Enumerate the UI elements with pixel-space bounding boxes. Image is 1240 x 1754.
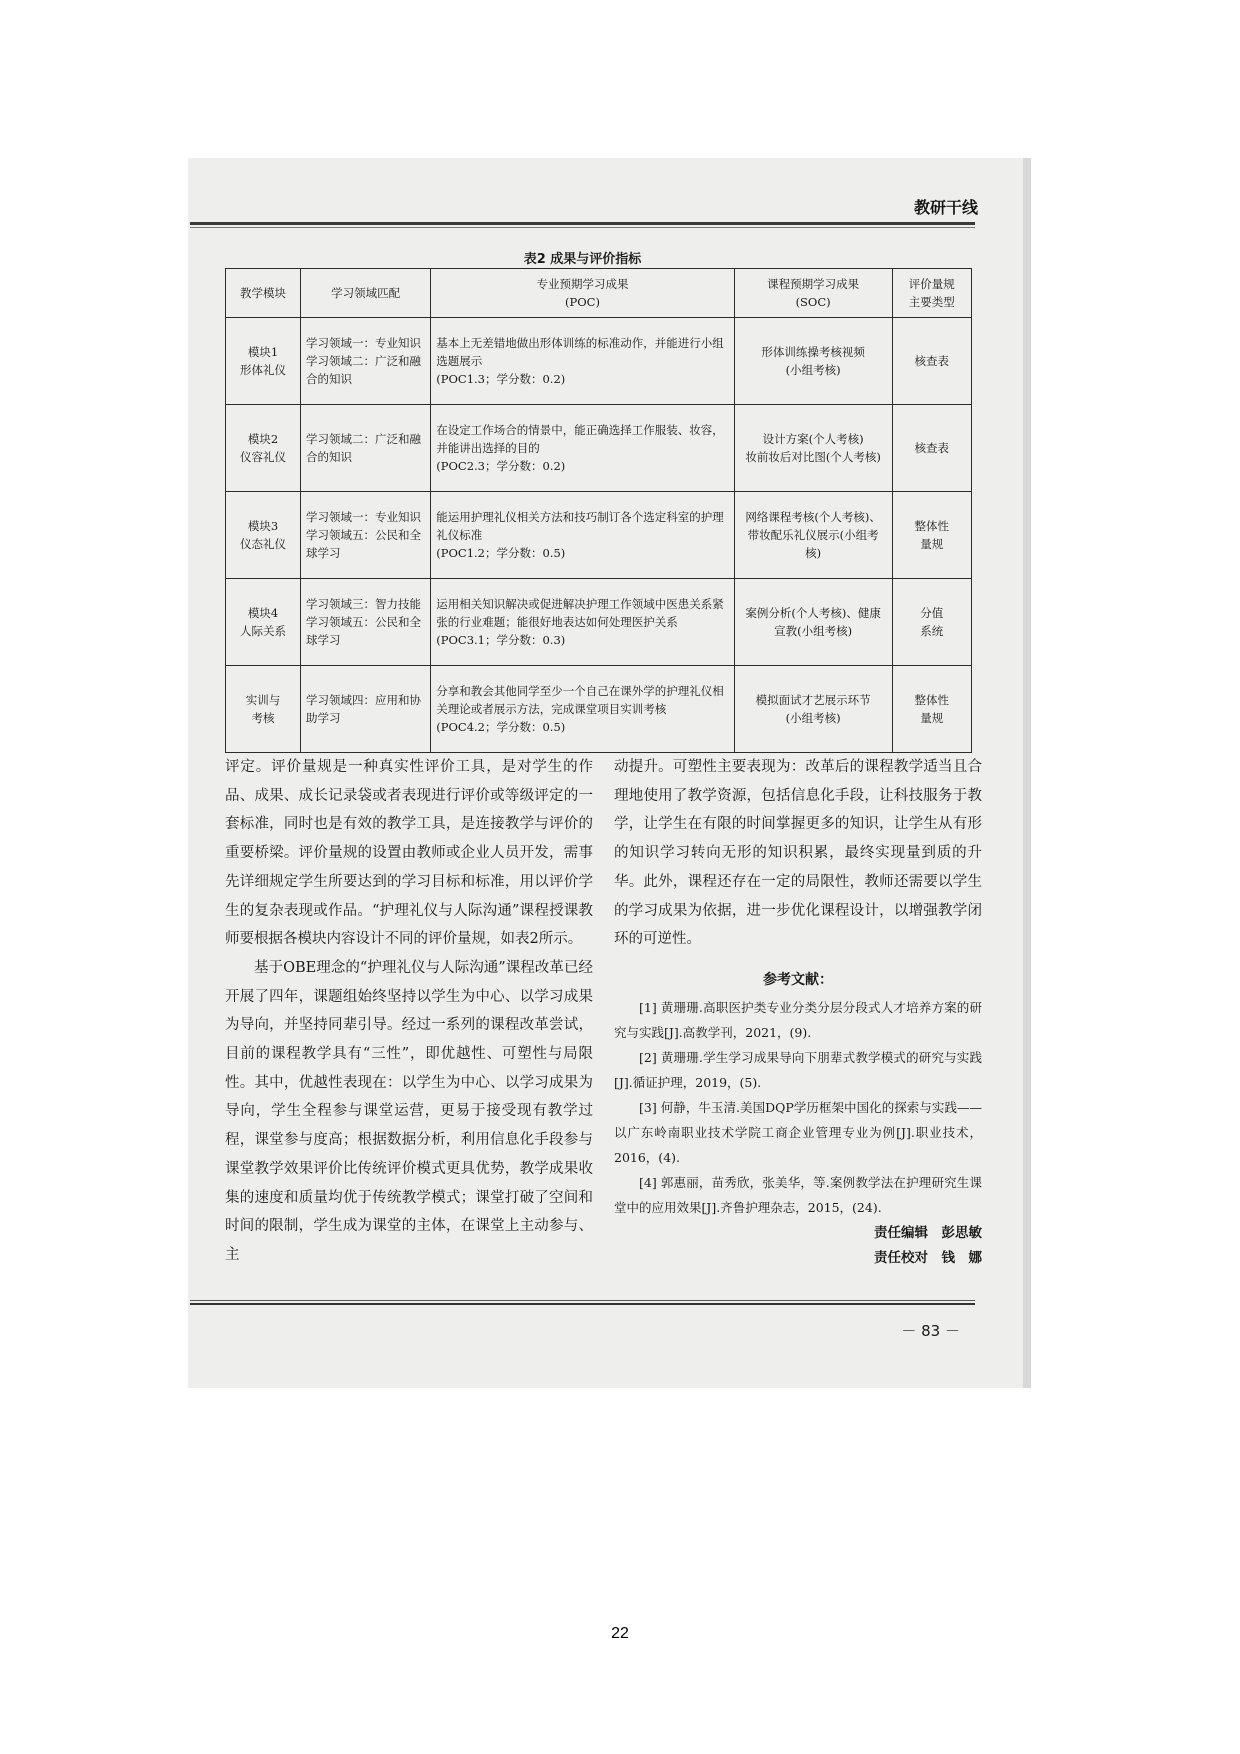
cell-domain: 学习领域四：应用和协助学习	[301, 666, 431, 753]
section-header: 教研干线	[913, 198, 978, 217]
cell-domain: 学习领域二：广泛和融合的知识	[301, 405, 431, 492]
cell-rubric-type: 分值 系统	[892, 579, 971, 666]
cell-poc: 在设定工作场合的情景中，能正确选择工作服装、妆容，并能讲出选择的目的 (POC2.3；学分数：0.2)	[431, 405, 734, 492]
cell-poc: 分享和教会其他同学至少一个自己在课外学的护理礼仪相关理论或者展示方法，完成课堂项目实训考核 (POC4.2；学分数：0.5)	[431, 666, 734, 753]
header-rubric-type: 评价量规 主要类型	[892, 269, 971, 318]
cell-rubric-type: 核查表	[892, 318, 971, 405]
header-soc: 课程预期学习成果 (SOC)	[734, 269, 892, 318]
reference-item: [1] 黄珊珊.高职医护类专业分类分层分段式人才培养方案的研究与实践[J].高教学刊，2021，(9).	[614, 999, 982, 1040]
table-row	[226, 666, 972, 753]
table-caption: 表2 成果与评价指标	[523, 252, 642, 267]
results-table	[225, 268, 972, 753]
table-row	[226, 405, 972, 492]
table-row	[226, 318, 972, 405]
header-rule	[190, 222, 975, 225]
cell-domain: 学习领域三：智力技能 学习领域五：公民和全球学习	[301, 579, 431, 666]
cell-module: 模块1 形体礼仪	[226, 318, 301, 405]
cell-module: 模块4 人际关系	[226, 579, 301, 666]
cell-poc: 运用相关知识解决或促进解决护理工作领域中医患关系紧张的行业难题；能很好地表达如何处理医护关系 (POC3.1；学分数：0.3)	[431, 579, 734, 666]
references-title: 参考文献：	[763, 971, 833, 988]
reference-item: [4] 郭惠丽，苗秀欣，张美华，等.案例教学法在护理研究生课堂中的应用效果[J].齐鲁护理杂志，2015，(24).	[614, 1174, 982, 1215]
cell-soc: 形体训练操考核视频 (小组考核)	[734, 318, 892, 405]
responsible-editor: 责任编辑 彭思敏	[874, 1224, 982, 1241]
cell-domain: 学习领域一：专业知识 学习领域五：公民和全球学习	[301, 492, 431, 579]
cell-soc: 案例分析(个人考核)、健康宣教(小组考核)	[734, 579, 892, 666]
right-column	[614, 753, 982, 1269]
cell-poc: 能运用护理礼仪相关方法和技巧制订各个选定科室的护理礼仪标准 (POC1.2；学分数：0.5)	[431, 492, 734, 579]
table-row	[226, 492, 972, 579]
cell-poc: 基本上无差错地做出形体训练的标准动作，并能进行小组选题展示 (POC1.3；学分数：0.2)	[431, 318, 734, 405]
cell-soc: 设计方案(个人考核) 妆前妆后对比图(个人考核)	[734, 405, 892, 492]
header-poc: 专业预期学习成果 (POC)	[431, 269, 734, 318]
cell-module: 模块3 仪态礼仪	[226, 492, 301, 579]
cell-module: 实训与 考核	[226, 666, 301, 753]
reference-item: [3] 何静，牛玉清.美国DQP学历框架中国化的探索与实践——以广东岭南职业技术学院工商企业管理专业为例[J].职业技术，2016，(4).	[614, 1099, 982, 1165]
table-header-row	[226, 269, 972, 318]
table-row	[226, 579, 972, 666]
cell-rubric-type: 核查表	[892, 405, 971, 492]
header-domain: 学习领域匹配	[301, 269, 431, 318]
responsible-proofreader: 责任校对 钱 娜	[874, 1249, 982, 1266]
page-number: 22	[611, 1625, 629, 1642]
scan-edge-shadow	[1023, 158, 1031, 1388]
scanned-page-number: － 83 －	[901, 1322, 960, 1340]
cell-rubric-type: 整体性 量规	[892, 666, 971, 753]
footer-rule	[190, 1303, 975, 1305]
cell-rubric-type: 整体性 量规	[892, 492, 971, 579]
paragraph: 评定。评价量规是一种真实性评价工具，是对学生的作品、成果、成长记录袋或者表现进行评价或等级评定的一套标准，同时也是有效的教学工具，是连接教学与评价的重要桥梁。评价量规的设置由教师或企业人员开发，需事先详细规定学生所要达到的学习目标和标准，用以评价学生的复杂表现或作品。“护理礼仪与人际沟通”课程授课教师要根据各模块内容设计不同的评价量规，如表2所示。	[225, 759, 593, 948]
left-column	[225, 753, 593, 1270]
paragraph: 基于OBE理念的“护理礼仪与人际沟通”课程改革已经开展了四年，课题组始终坚持以学生为中心、以学习成果为导向，并坚持同辈引导。经过一系列的课程改革尝试，目前的课程教学具有“三性”，即优越性、可塑性与局限性。其中，优越性表现在：以学生为中心、以学习成果为导向，学生全程参与课堂运营，更易于接受现有教学过程，课堂参与度高；根据数据分析，利用信息化手段参与课堂教学效果评价比传统评价模式更具优势，教学成果收集的速度和质量均优于传统教学模式；课堂打破了空间和时间的限制，学生成为课堂的主体，在课堂上主动参与、主	[225, 959, 593, 1263]
footer-rule-thin	[190, 1300, 975, 1301]
paragraph: 动提升。可塑性主要表现为：改革后的课程教学适当且合理地使用了教学资源，包括信息化手段，让科技服务于教学，让学生在有限的时间掌握更多的知识，让学生从有形的知识学习转向无形的知识积累，最终实现量到质的升华。此外，课程还存在一定的局限性，教师还需要以学生的学习成果为依据，进一步优化课程设计，以增强教学闭环的可逆性。	[614, 759, 982, 948]
cell-domain: 学习领域一：专业知识 学习领域二：广泛和融合的知识	[301, 318, 431, 405]
cell-soc: 网络课程考核(个人考核)、带妆配乐礼仪展示(小组考核)	[734, 492, 892, 579]
reference-item: [2] 黄珊珊.学生学习成果导向下朋辈式教学模式的研究与实践[J].循证护理，2019，(5).	[614, 1049, 982, 1090]
header-module: 教学模块	[226, 269, 301, 318]
header-rule-thin	[190, 227, 975, 228]
cell-module: 模块2 仪容礼仪	[226, 405, 301, 492]
cell-soc: 模拟面试才艺展示环节 (小组考核)	[734, 666, 892, 753]
